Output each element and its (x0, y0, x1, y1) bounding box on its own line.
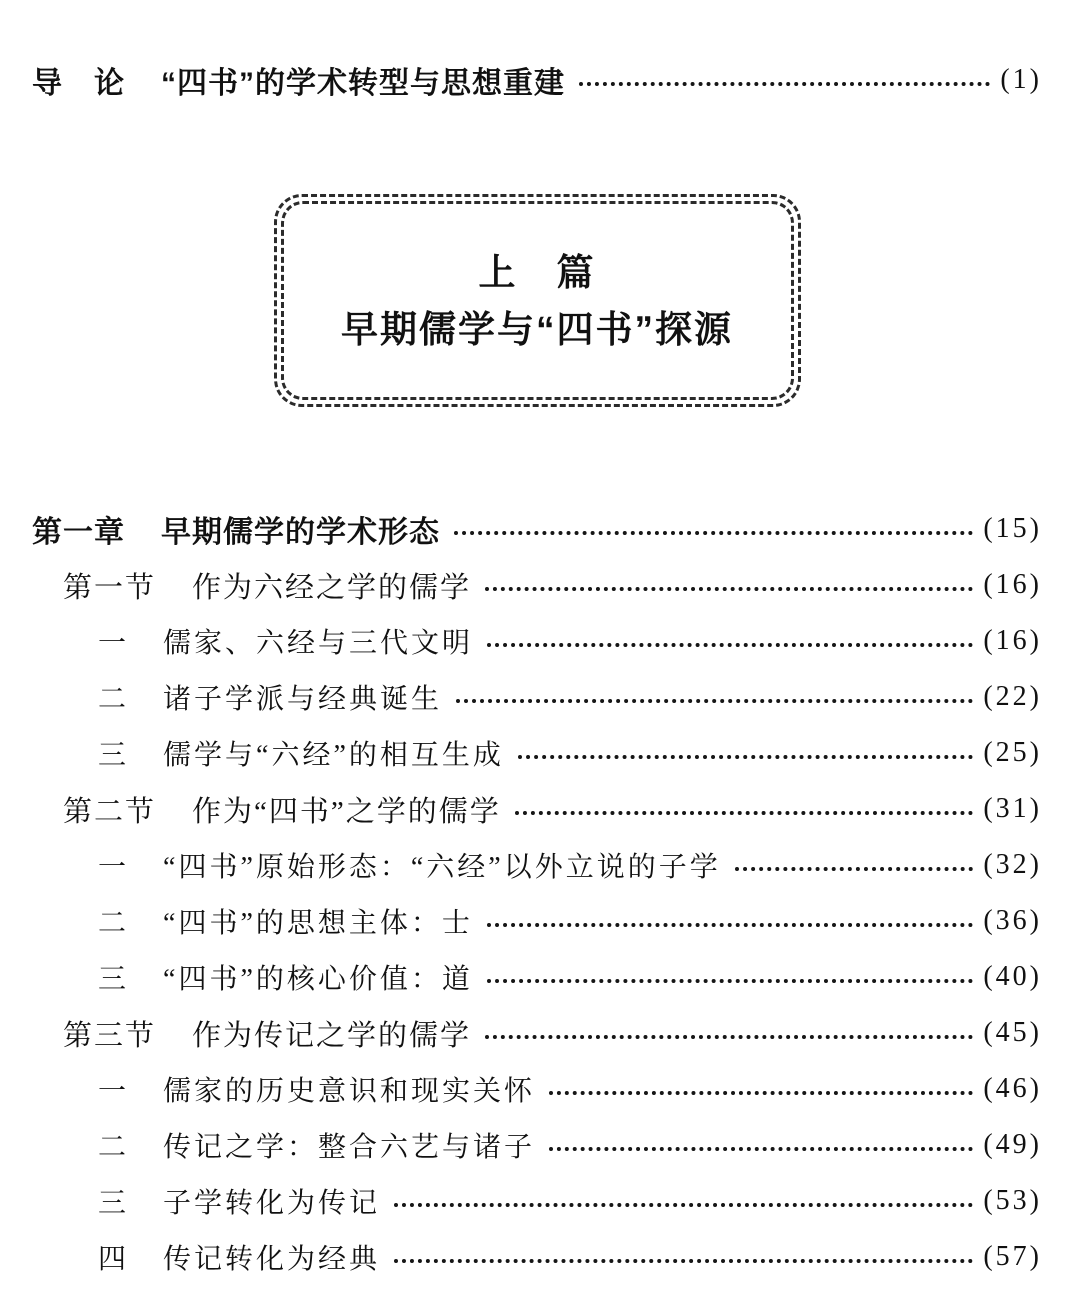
page-number: (49) (983, 1129, 1042, 1160)
toc-entry-label: 一 (98, 1076, 130, 1107)
page-number: (1) (1000, 64, 1042, 95)
dot-leader (394, 1259, 973, 1263)
page-number: (32) (983, 849, 1042, 880)
toc-entry (32, 501, 1042, 557)
toc-entry (32, 837, 1042, 893)
toc-entry-label: 二 (98, 1132, 130, 1163)
toc-entry-title: “四书”的思想主体：士 (163, 908, 473, 939)
toc-entry (32, 1117, 1042, 1173)
toc-entry-label: 第三节 (63, 1019, 157, 1052)
dot-leader (485, 587, 973, 591)
page-number: (40) (983, 961, 1042, 992)
toc-entry-label: 导 论 (32, 67, 125, 100)
toc-entry-label: 第一节 (63, 571, 157, 604)
toc-entry-list (32, 501, 1042, 1285)
toc-entry-label: 三 (98, 740, 130, 771)
toc-entry (32, 557, 1042, 613)
toc-entry-title: “四书”的核心价值：道 (163, 964, 473, 995)
toc-entry-label: 第一章 (32, 516, 125, 549)
toc-entry-label: 三 (98, 964, 130, 995)
toc-entry-title: 传记转化为经典 (163, 1244, 381, 1275)
toc-entry-text (98, 901, 473, 941)
toc-entry-label: 一 (98, 628, 130, 659)
toc-entry-title: 作为“四书”之学的儒学 (192, 795, 501, 828)
page-number: (16) (983, 569, 1042, 600)
toc-entry-title: 儒家、六经与三代文明 (163, 628, 474, 659)
toc-entry-label: 三 (98, 1188, 130, 1219)
toc-entry-text (98, 1125, 535, 1165)
toc-entry-text (98, 957, 473, 997)
dot-leader (549, 1091, 973, 1095)
toc-entry-title: 传记之学：整合六艺与诸子 (163, 1132, 536, 1163)
page-number: (16) (983, 625, 1042, 656)
toc-entry-title: 早期儒学的学术形态 (161, 516, 440, 549)
dot-leader (579, 82, 990, 86)
page-number: (45) (983, 1017, 1042, 1048)
dot-leader (456, 699, 973, 703)
toc-entry-title: 作为传记之学的儒学 (192, 1019, 472, 1052)
page-number: (31) (983, 793, 1042, 824)
page-number: (57) (983, 1241, 1042, 1272)
toc-entry-intro (32, 52, 1042, 108)
toc-entry-label: 第二节 (63, 795, 157, 828)
dot-leader (485, 1035, 973, 1039)
dot-leader (487, 643, 973, 647)
toc-entry-text (32, 58, 565, 102)
toc-entry-text (63, 1013, 471, 1054)
toc-entry-text (63, 565, 471, 606)
page-number: (22) (983, 681, 1042, 712)
toc-entry-text (98, 1237, 380, 1277)
toc-entry-label: 二 (98, 684, 130, 715)
toc-entry-text (98, 845, 721, 885)
page-number: (53) (983, 1185, 1042, 1216)
toc-entry-title: 作为六经之学的儒学 (192, 571, 472, 604)
part-divider-title: 上 篇 (478, 251, 596, 293)
toc-entry-text (98, 1069, 535, 1109)
toc-entry-text (32, 507, 440, 551)
toc-entry-text (98, 1181, 380, 1221)
toc-entry (32, 725, 1042, 781)
toc-entry-title: 儒学与“六经”的相互生成 (163, 740, 504, 771)
toc-entry-title: “四书”的学术转型与思想重建 (161, 67, 565, 100)
toc-entry (32, 613, 1042, 669)
page-number: (15) (983, 513, 1042, 544)
dot-leader (487, 923, 973, 927)
toc-entry-text (98, 733, 504, 773)
dot-leader (487, 979, 973, 983)
toc-entry (32, 1061, 1042, 1117)
dot-leader (515, 811, 974, 815)
dot-leader (454, 531, 973, 535)
toc-entry (32, 1229, 1042, 1285)
part-divider-box (281, 201, 794, 400)
part-divider-section (32, 194, 1042, 407)
toc-entry (32, 949, 1042, 1005)
toc-entry-text (98, 621, 473, 661)
part-divider-box-outer-border (274, 194, 801, 407)
dot-leader (394, 1203, 973, 1207)
toc-entry (32, 781, 1042, 837)
toc-entry-title: 儒家的历史意识和现实关怀 (163, 1076, 536, 1107)
toc-entry-text (63, 789, 501, 830)
toc-entry-title: “四书”原始形态：“六经”以外立说的子学 (163, 852, 721, 883)
dot-leader (735, 867, 974, 871)
toc-entry (32, 669, 1042, 725)
page-number: (25) (983, 737, 1042, 768)
toc-entry (32, 1005, 1042, 1061)
toc-entry-label: 二 (98, 908, 130, 939)
dot-leader (518, 755, 973, 759)
page-number: (36) (983, 905, 1042, 936)
toc-entry-title: 诸子学派与经典诞生 (163, 684, 443, 715)
part-divider-subtitle: 早期儒学与“四书”探源 (341, 308, 733, 350)
toc-entry-label: 四 (98, 1244, 130, 1275)
toc-entry (32, 893, 1042, 949)
toc-entry-text (98, 677, 442, 717)
toc-entry-title: 子学转化为传记 (163, 1188, 381, 1219)
page-number: (46) (983, 1073, 1042, 1104)
toc-entry-label: 一 (98, 852, 130, 883)
dot-leader (549, 1147, 973, 1151)
toc-entry (32, 1173, 1042, 1229)
